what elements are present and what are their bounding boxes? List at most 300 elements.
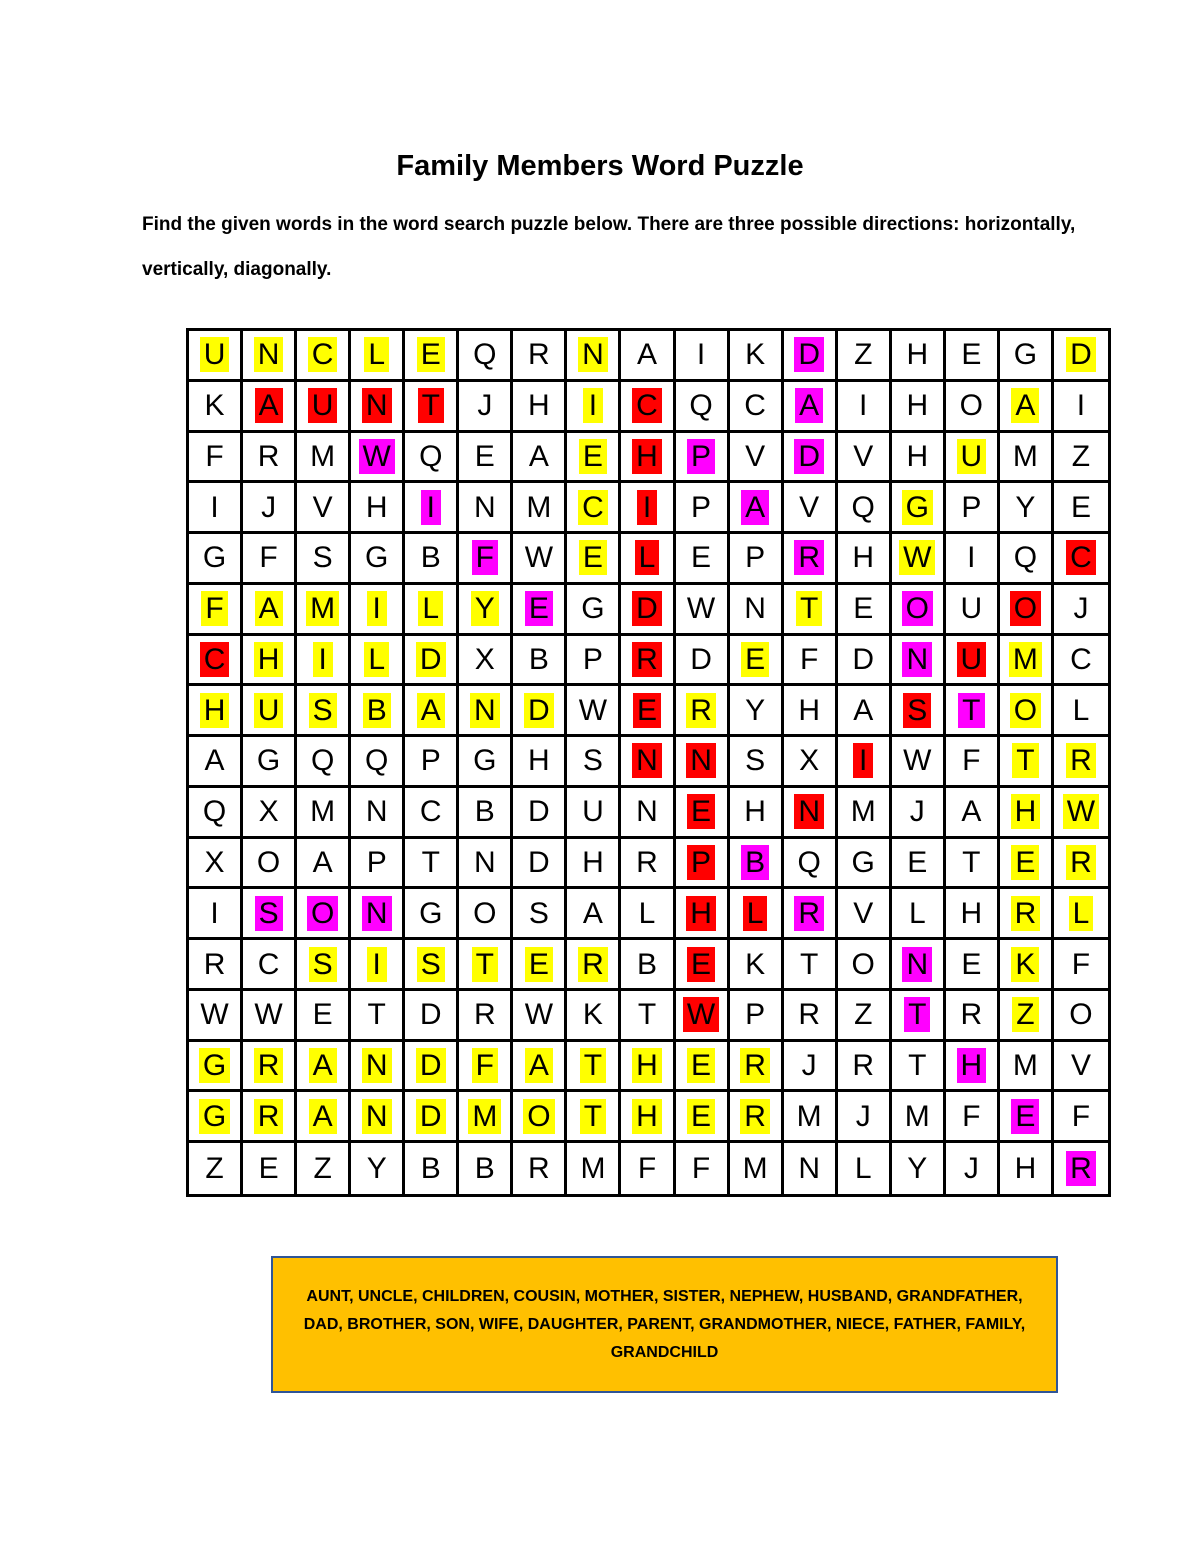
grid-letter: N <box>365 795 388 829</box>
grid-letter: O <box>473 896 497 930</box>
grid-letter: D <box>1066 337 1096 372</box>
grid-letter: E <box>1011 845 1039 880</box>
grid-cell <box>784 483 838 534</box>
grid-cell <box>297 331 351 382</box>
grid-cell <box>730 1143 784 1194</box>
grid-letter: O <box>307 896 338 931</box>
grid-letter: O <box>1069 998 1093 1032</box>
grid-letter: G <box>199 1099 230 1134</box>
grid-cell <box>297 788 351 839</box>
grid-letter: C <box>744 389 766 423</box>
grid-letter: E <box>1070 490 1091 524</box>
grid-cell <box>1054 1092 1108 1143</box>
grid-cell <box>1054 686 1108 737</box>
grid-cell <box>513 788 567 839</box>
grid-cell <box>513 382 567 433</box>
grid-letter: F <box>1071 1099 1091 1133</box>
grid-letter: O <box>902 591 933 626</box>
grid-letter: T <box>637 998 657 1032</box>
grid-letter: J <box>963 1152 979 1186</box>
grid-letter: I <box>367 591 387 626</box>
grid-cell <box>243 940 297 991</box>
grid-letter: Z <box>1071 439 1091 473</box>
instructions-text: Find the given words in the word search puzzle below. There are three possible directions: horizontally, vertically, diagonally. <box>142 214 1076 280</box>
grid-letter: E <box>579 439 607 474</box>
grid-cell <box>1054 382 1108 433</box>
grid-cell <box>676 433 730 484</box>
grid-cell <box>676 483 730 534</box>
grid-letter: R <box>1011 896 1041 931</box>
word-list-box <box>271 1256 1058 1393</box>
grid-cell <box>297 1042 351 1093</box>
grid-cell <box>1054 1143 1108 1194</box>
grid-cell <box>513 636 567 687</box>
grid-cell <box>567 991 621 1042</box>
grid-letter: K <box>745 338 766 372</box>
grid-letter: D <box>794 337 824 372</box>
grid-cell <box>459 839 513 890</box>
grid-cell <box>892 433 946 484</box>
grid-letter: R <box>473 998 496 1032</box>
grid-letter: C <box>308 337 338 372</box>
grid-letter: R <box>203 947 226 981</box>
grid-cell <box>297 585 351 636</box>
grid-cell <box>189 382 243 433</box>
grid-cell <box>784 1092 838 1143</box>
grid-letter: I <box>367 947 387 982</box>
grid-letter: H <box>798 693 820 727</box>
grid-letter: N <box>578 337 608 372</box>
grid-cell <box>946 737 1000 788</box>
grid-cell <box>243 636 297 687</box>
grid-cell <box>730 940 784 991</box>
grid-cell <box>459 636 513 687</box>
grid-letter: Q <box>365 744 389 778</box>
grid-letter: S <box>582 744 603 778</box>
grid-cell <box>513 534 567 585</box>
grid-letter: M <box>306 591 339 626</box>
grid-cell <box>567 686 621 737</box>
grid-letter: Q <box>310 744 335 778</box>
grid-cell <box>567 1042 621 1093</box>
grid-letter: U <box>957 642 987 677</box>
grid-letter: M <box>904 1099 930 1133</box>
grid-cell <box>297 433 351 484</box>
grid-cell <box>351 382 405 433</box>
grid-cell <box>243 331 297 382</box>
grid-cell <box>243 788 297 839</box>
grid-letter: F <box>691 1152 711 1186</box>
grid-letter: E <box>1011 1099 1039 1134</box>
grid-letter: E <box>961 947 982 981</box>
grid-cell <box>946 331 1000 382</box>
grid-letter: G <box>851 846 875 880</box>
grid-letter: S <box>309 947 337 982</box>
grid-letter: I <box>313 642 333 677</box>
grid-letter: O <box>851 947 875 981</box>
grid-letter: G <box>902 490 933 525</box>
grid-letter: H <box>632 439 662 474</box>
grid-cell <box>1000 991 1054 1042</box>
grid-cell <box>1054 889 1108 940</box>
grid-cell <box>1000 788 1054 839</box>
grid-letter: F <box>962 1099 981 1133</box>
grid-cell <box>189 737 243 788</box>
grid-letter: N <box>362 1099 392 1134</box>
grid-cell <box>892 737 946 788</box>
grid-letter: K <box>1011 947 1039 982</box>
grid-cell <box>892 1143 946 1194</box>
grid-letter: B <box>363 693 391 728</box>
grid-letter: N <box>362 896 392 931</box>
grid-letter: N <box>794 794 824 829</box>
grid-letter: U <box>960 592 983 626</box>
grid-cell <box>351 331 405 382</box>
grid-letter: T <box>1012 743 1038 778</box>
grid-cell <box>405 1092 459 1143</box>
grid-cell <box>1054 433 1108 484</box>
grid-cell <box>784 382 838 433</box>
grid-cell <box>189 1092 243 1143</box>
grid-cell <box>513 686 567 737</box>
grid-letter: T <box>367 998 386 1032</box>
grid-letter: T <box>421 846 440 880</box>
grid-letter: P <box>687 845 715 880</box>
grid-letter: M <box>310 439 336 473</box>
grid-cell <box>946 991 1000 1042</box>
grid-letter: R <box>528 338 550 372</box>
grid-cell <box>676 1042 730 1093</box>
grid-letter: N <box>798 1152 820 1186</box>
grid-cell <box>459 788 513 839</box>
grid-cell <box>1054 788 1108 839</box>
grid-cell <box>567 788 621 839</box>
grid-cell <box>946 788 1000 839</box>
grid-cell <box>946 839 1000 890</box>
grid-cell <box>838 534 892 585</box>
grid-cell <box>784 585 838 636</box>
grid-cell <box>946 483 1000 534</box>
grid-cell <box>567 534 621 585</box>
grid-letter: R <box>528 1152 550 1186</box>
grid-letter: U <box>200 337 230 372</box>
grid-letter: N <box>362 1048 392 1083</box>
grid-letter: G <box>365 541 389 575</box>
grid-cell <box>351 1092 405 1143</box>
grid-letter: R <box>254 1099 284 1134</box>
grid-letter: H <box>632 1099 662 1134</box>
grid-cell <box>1000 331 1054 382</box>
grid-cell <box>676 686 730 737</box>
grid-cell <box>405 534 459 585</box>
grid-letter: H <box>632 1048 662 1083</box>
grid-cell <box>1054 991 1108 1042</box>
grid-cell <box>459 585 513 636</box>
grid-letter: F <box>800 642 819 676</box>
grid-cell <box>784 636 838 687</box>
grid-letter: D <box>524 693 554 728</box>
grid-letter: J <box>261 490 277 524</box>
grid-cell <box>838 788 892 839</box>
grid-letter: D <box>419 998 442 1032</box>
grid-letter: W <box>899 540 935 575</box>
grid-letter: F <box>962 744 981 778</box>
grid-letter: N <box>636 795 658 829</box>
grid-cell <box>351 940 405 991</box>
grid-cell <box>838 1042 892 1093</box>
grid-cell <box>676 839 730 890</box>
grid-cell <box>621 889 675 940</box>
grid-cell <box>567 839 621 890</box>
grid-cell <box>405 636 459 687</box>
grid-cell <box>621 331 675 382</box>
grid-cell <box>946 534 1000 585</box>
grid-letter: T <box>800 947 819 981</box>
grid-cell <box>1054 534 1108 585</box>
grid-cell <box>1000 1042 1054 1093</box>
grid-cell <box>1000 940 1054 991</box>
grid-letter: M <box>1012 439 1038 473</box>
grid-letter: S <box>528 896 549 930</box>
grid-letter: V <box>1070 1049 1091 1083</box>
grid-letter: M <box>526 490 552 524</box>
grid-cell <box>405 483 459 534</box>
grid-cell <box>946 1143 1000 1194</box>
grid-cell <box>567 940 621 991</box>
grid-cell <box>621 585 675 636</box>
grid-cell <box>621 737 675 788</box>
grid-letter: A <box>525 1048 553 1083</box>
grid-letter: A <box>741 490 769 525</box>
grid-cell <box>189 889 243 940</box>
grid-letter: S <box>903 693 931 728</box>
grid-letter: P <box>745 541 766 575</box>
grid-letter: C <box>632 388 662 423</box>
grid-cell <box>676 331 730 382</box>
grid-letter: I <box>967 541 976 575</box>
grid-letter: P <box>691 490 712 524</box>
grid-letter: O <box>1010 591 1041 626</box>
grid-cell <box>189 991 243 1042</box>
grid-letter: R <box>686 693 716 728</box>
grid-cell <box>1054 585 1108 636</box>
grid-cell <box>351 483 405 534</box>
grid-letter: A <box>853 693 874 727</box>
grid-letter: R <box>257 439 280 473</box>
grid-letter: E <box>525 947 553 982</box>
grid-cell <box>189 636 243 687</box>
grid-letter: E <box>417 337 445 372</box>
grid-cell <box>567 737 621 788</box>
grid-cell <box>189 839 243 890</box>
grid-letter: F <box>637 1152 657 1186</box>
grid-letter: K <box>204 389 225 423</box>
grid-letter: N <box>902 947 932 982</box>
grid-letter: E <box>525 591 553 626</box>
grid-cell <box>1054 483 1108 534</box>
grid-letter: T <box>580 1048 606 1083</box>
grid-cell <box>621 483 675 534</box>
grid-cell <box>892 636 946 687</box>
grid-letter: G <box>202 541 227 575</box>
grid-letter: B <box>420 1152 441 1186</box>
grid-letter: C <box>200 642 230 677</box>
grid-letter: A <box>528 439 549 473</box>
grid-letter: G <box>419 896 443 930</box>
grid-letter: I <box>421 490 441 525</box>
grid-cell <box>1054 636 1108 687</box>
grid-cell <box>1000 1143 1054 1194</box>
grid-letter: P <box>687 439 715 474</box>
grid-letter: F <box>472 540 498 575</box>
grid-letter: S <box>745 744 766 778</box>
grid-letter: W <box>254 998 283 1032</box>
grid-cell <box>784 331 838 382</box>
grid-cell <box>892 585 946 636</box>
grid-letter: N <box>473 846 496 880</box>
grid-cell <box>513 940 567 991</box>
grid-letter: R <box>798 998 820 1032</box>
grid-letter: W <box>683 997 719 1032</box>
grid-letter: H <box>744 795 766 829</box>
grid-letter: R <box>960 998 983 1032</box>
grid-letter: I <box>859 389 868 423</box>
grid-cell <box>243 433 297 484</box>
grid-letter: R <box>578 947 608 982</box>
grid-letter: R <box>632 642 662 677</box>
grid-cell <box>459 1042 513 1093</box>
grid-cell <box>1054 331 1108 382</box>
grid-cell <box>621 940 675 991</box>
grid-cell <box>1000 483 1054 534</box>
grid-cell <box>676 382 730 433</box>
grid-letter: J <box>1073 592 1089 626</box>
grid-letter: I <box>583 388 603 423</box>
grid-letter: M <box>850 795 876 829</box>
grid-letter: S <box>417 947 445 982</box>
grid-cell <box>1054 839 1108 890</box>
grid-letter: H <box>957 1048 987 1083</box>
grid-letter: M <box>580 1152 606 1186</box>
grid-letter: O <box>1010 693 1041 728</box>
grid-letter: E <box>687 1048 715 1083</box>
grid-cell <box>892 382 946 433</box>
grid-letter: Z <box>205 1152 224 1186</box>
grid-cell <box>621 1092 675 1143</box>
grid-cell <box>405 585 459 636</box>
grid-cell <box>513 585 567 636</box>
grid-letter: I <box>1076 389 1086 423</box>
grid-cell <box>513 991 567 1042</box>
grid-cell <box>351 839 405 890</box>
grid-letter: C <box>257 947 280 981</box>
grid-letter: L <box>908 896 926 930</box>
grid-cell <box>621 534 675 585</box>
grid-cell <box>405 940 459 991</box>
grid-letter: E <box>741 642 769 677</box>
grid-letter: P <box>582 642 603 676</box>
grid-letter: A <box>582 896 603 930</box>
grid-cell <box>838 1092 892 1143</box>
grid-cell <box>567 889 621 940</box>
grid-cell <box>621 636 675 687</box>
grid-letter: M <box>468 1099 501 1134</box>
grid-cell <box>621 433 675 484</box>
grid-letter: D <box>528 846 550 880</box>
grid-cell <box>459 1143 513 1194</box>
grid-cell <box>1000 889 1054 940</box>
grid-letter: R <box>740 1048 770 1083</box>
grid-letter: G <box>256 744 281 778</box>
grid-cell <box>730 737 784 788</box>
grid-cell <box>297 686 351 737</box>
grid-letter: D <box>852 642 875 676</box>
grid-letter: G <box>1013 338 1038 372</box>
grid-letter: E <box>312 998 333 1032</box>
grid-cell <box>838 1143 892 1194</box>
grid-letter: R <box>740 1099 770 1134</box>
grid-letter: P <box>961 490 982 524</box>
grid-cell <box>297 636 351 687</box>
grid-cell <box>351 534 405 585</box>
grid-cell <box>513 433 567 484</box>
grid-cell <box>838 585 892 636</box>
grid-letter: Y <box>366 1152 387 1186</box>
grid-cell <box>730 1092 784 1143</box>
grid-cell <box>730 331 784 382</box>
grid-cell <box>459 686 513 737</box>
grid-cell <box>1000 433 1054 484</box>
grid-letter: Y <box>745 693 766 727</box>
grid-letter: U <box>957 439 987 474</box>
grid-letter: U <box>582 795 604 829</box>
word-list: AUNT, UNCLE, CHILDREN, COUSIN, MOTHER, SISTER, NEPHEW, HUSBAND, GRANDFATHER, DAD, BROTHER, SON, WIFE, DAUGHTER, PARENT, GRANDMOTHER, NIECE, FATHER, FAMILY, GRANDCHILD <box>303 1287 1026 1361</box>
grid-letter: T <box>958 693 984 728</box>
grid-cell <box>784 788 838 839</box>
grid-letter: B <box>528 642 549 676</box>
grid-letter: T <box>418 388 444 423</box>
grid-letter: L <box>1072 693 1090 727</box>
grid-cell <box>405 686 459 737</box>
grid-cell <box>838 382 892 433</box>
grid-cell <box>513 331 567 382</box>
grid-letter: A <box>255 591 283 626</box>
grid-letter: R <box>254 1048 284 1083</box>
grid-cell <box>892 1092 946 1143</box>
grid-cell <box>676 585 730 636</box>
grid-letter: V <box>853 439 874 473</box>
grid-letter: H <box>1011 794 1041 829</box>
grid-letter: B <box>741 845 769 880</box>
grid-letter: P <box>366 846 387 880</box>
grid-letter: E <box>633 693 661 728</box>
grid-letter: E <box>687 1099 715 1134</box>
grid-cell <box>243 737 297 788</box>
grid-cell <box>784 1042 838 1093</box>
grid-cell <box>189 1042 243 1093</box>
grid-letter: C <box>1066 540 1096 575</box>
grid-cell <box>946 382 1000 433</box>
grid-cell <box>838 940 892 991</box>
grid-letter: N <box>473 490 496 524</box>
grid-letter: H <box>254 642 284 677</box>
grid-cell <box>297 839 351 890</box>
grid-letter: H <box>528 389 550 423</box>
grid-cell <box>892 991 946 1042</box>
grid-cell <box>892 889 946 940</box>
grid-letter: O <box>959 389 984 423</box>
grid-cell <box>297 889 351 940</box>
